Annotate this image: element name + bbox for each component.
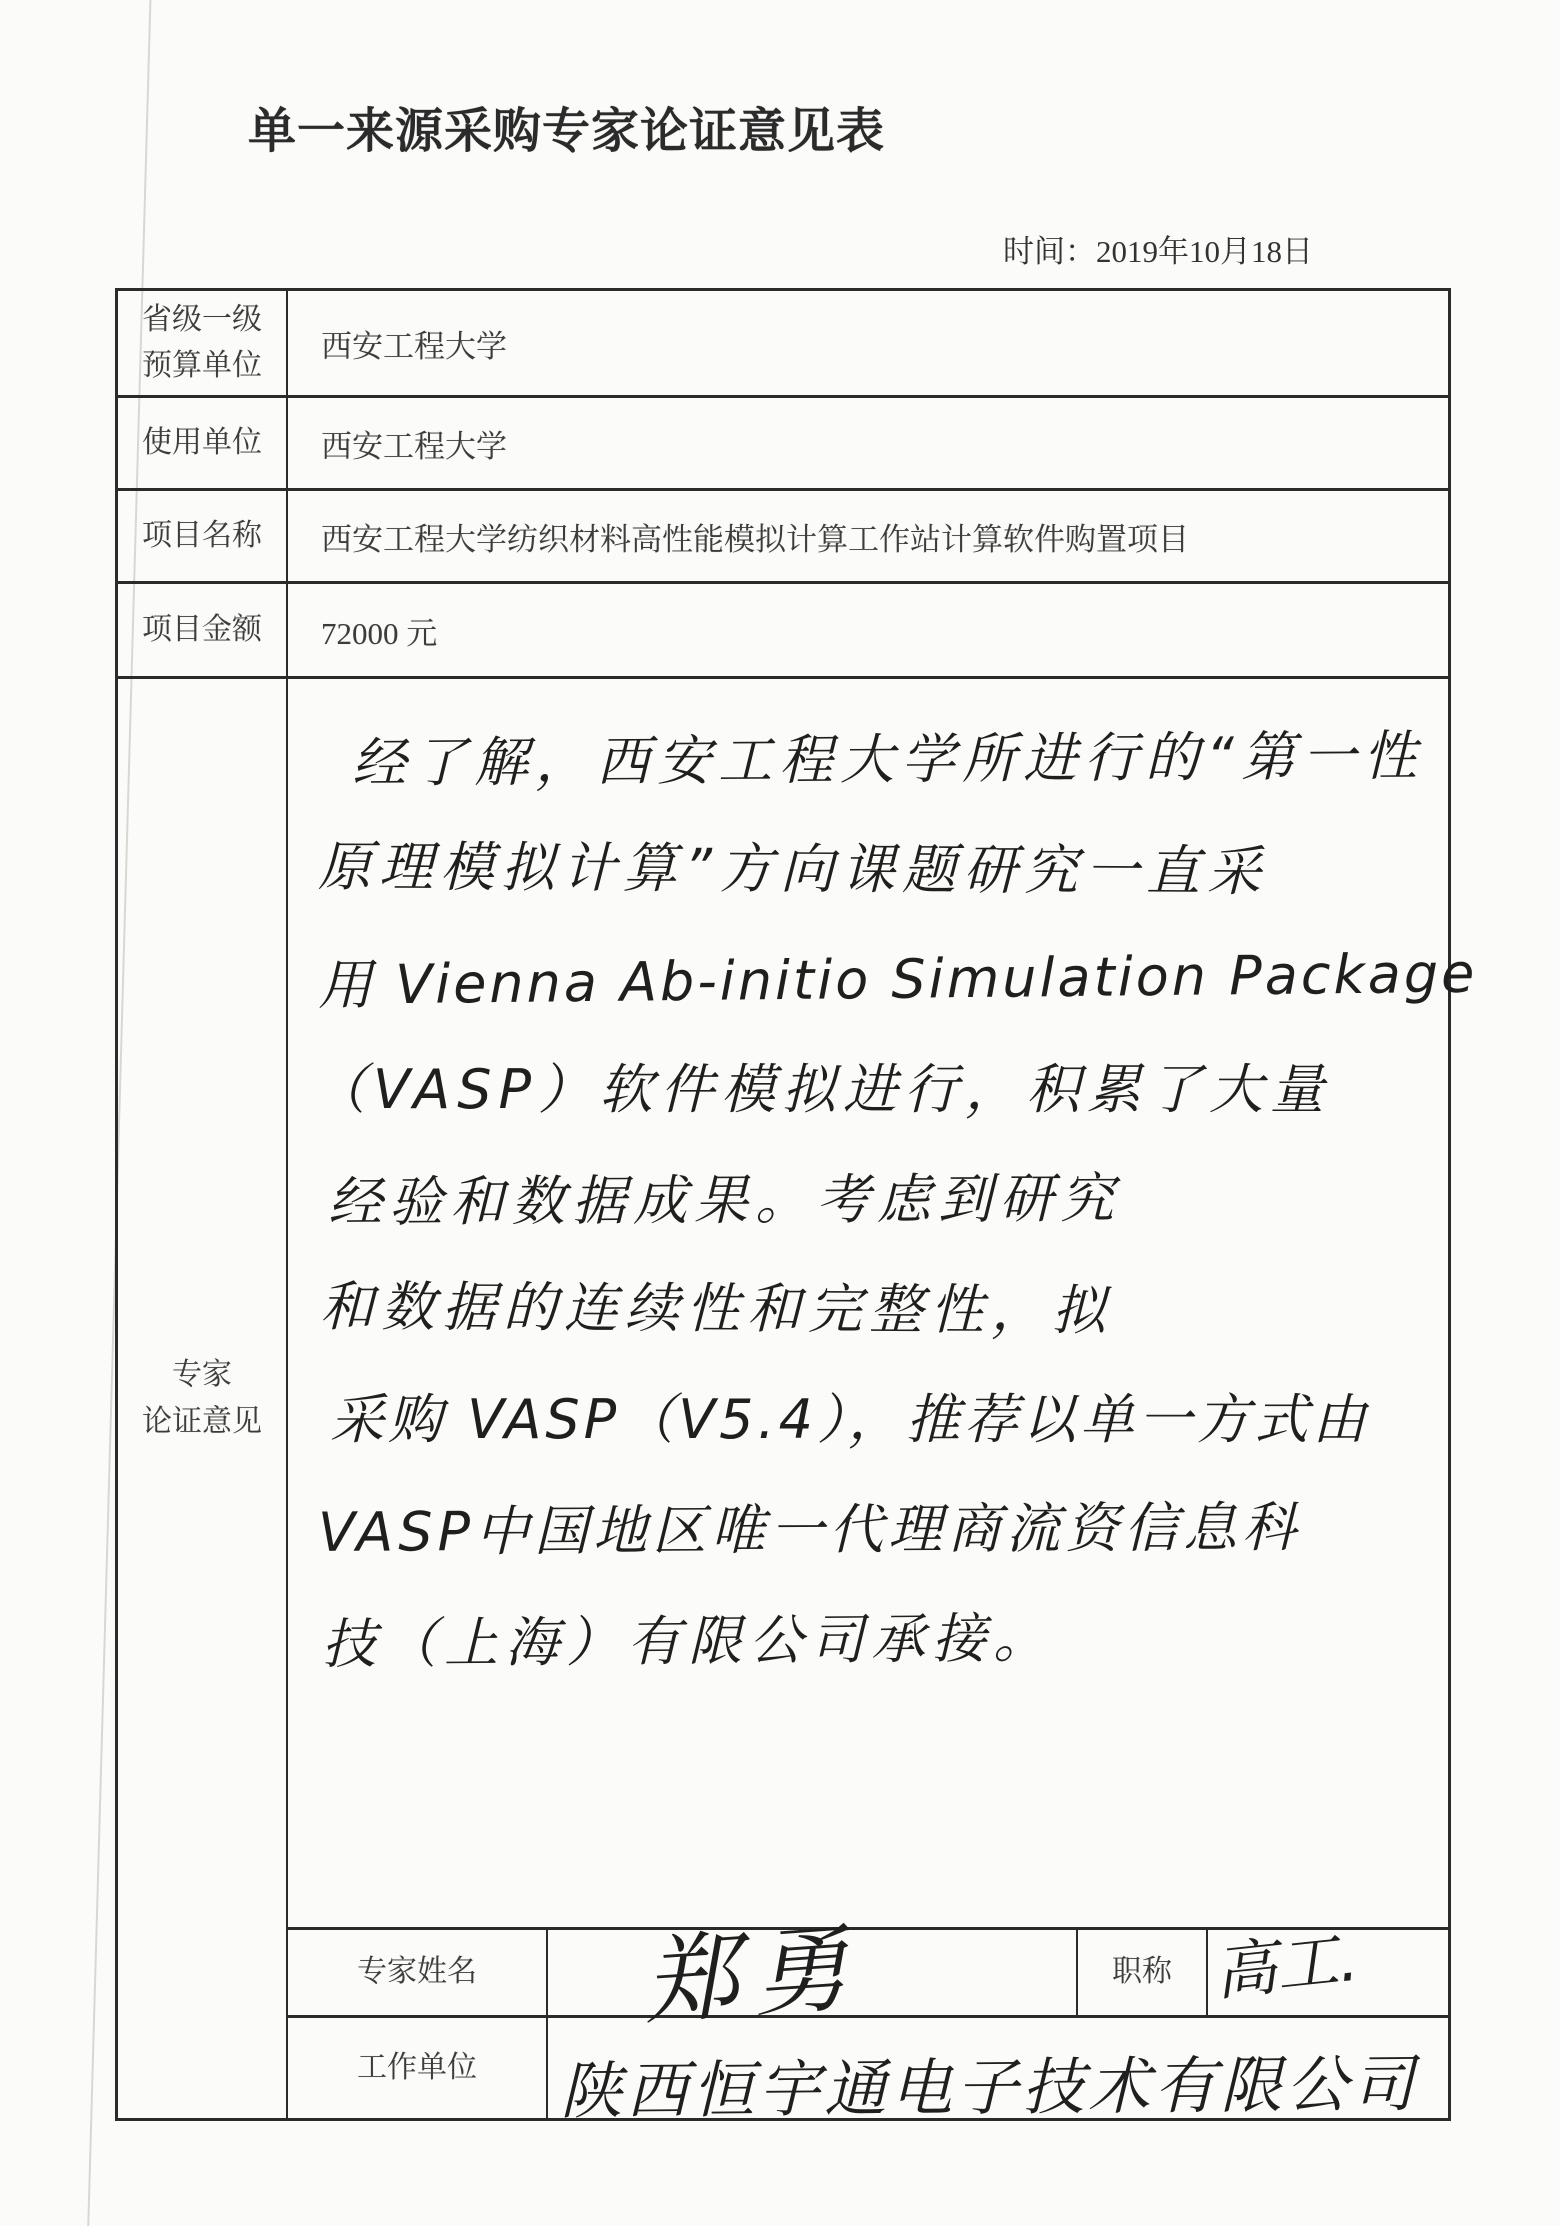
handwritten-line: 经了解，西安工程大学所进行的“第一性: [351, 724, 1425, 795]
handwritten-line: 和数据的连续性和完整性，拟: [319, 1275, 1114, 1343]
expert-opinion-handwriting: [288, 679, 1478, 1930]
page-title: 单一来源采购专家论证意见表: [248, 105, 886, 158]
handwritten-signature: 郑勇: [639, 1913, 866, 2039]
field-value-project-name: 西安工程大学纺织材料高性能模拟计算工作站计算软件购置项目: [288, 491, 1448, 584]
field-value-project-amount: 72000 元: [288, 584, 1448, 679]
field-value-budget-unit: 西安工程大学: [288, 291, 1448, 398]
form-table: [115, 288, 1478, 2128]
field-label-work-unit: 工作单位: [288, 2018, 548, 2118]
job-title-handwriting-cell: [1208, 1921, 1448, 2018]
field-label-line: 预算单位: [142, 349, 262, 382]
field-label-project-name: 项目名称: [118, 491, 288, 584]
field-label-budget-unit: [118, 291, 288, 398]
handwritten-line: 原理模拟计算”方向课题研究一直采: [317, 835, 1269, 904]
handwritten-work-unit: 陕西恒宇通电子技术有限公司: [559, 2047, 1419, 2128]
work-unit-handwriting-cell: [548, 2018, 1448, 2128]
field-label-project-amount: 项目金额: [118, 584, 288, 679]
expert-name-signature-cell: [548, 1913, 1078, 2039]
handwritten-line: VASP中国地区唯一代理商流资信息科: [317, 1495, 1302, 1564]
field-label-line: 论证意见: [142, 1404, 262, 1438]
handwritten-line: 经验和数据成果。考虑到研究: [327, 1166, 1122, 1234]
field-label-line: 省级一级: [142, 302, 262, 336]
handwritten-line: 采购 VASP（V5.4），推荐以单一方式由: [330, 1388, 1371, 1451]
field-label-expert-name: 专家姓名: [288, 1930, 548, 2018]
handwritten-line: 技（上海）有限公司承接。: [321, 1606, 1055, 1676]
field-value-user-unit: 西安工程大学: [288, 398, 1448, 491]
handwritten-job-title: 高工.: [1211, 1921, 1362, 2010]
date-line: 时间：2019年10月18日: [1003, 234, 1313, 269]
handwritten-line: 用 Vienna Ab-initio Simulation Package: [317, 941, 1478, 1017]
field-label-expert-opinion: [118, 679, 288, 2118]
field-label-line: 专家: [172, 1358, 232, 1391]
field-label-job-title: 职称: [1078, 1930, 1208, 2018]
handwritten-line: （VASP）软件模拟进行，积累了大量: [312, 1058, 1332, 1121]
field-label-user-unit: 使用单位: [118, 398, 288, 491]
